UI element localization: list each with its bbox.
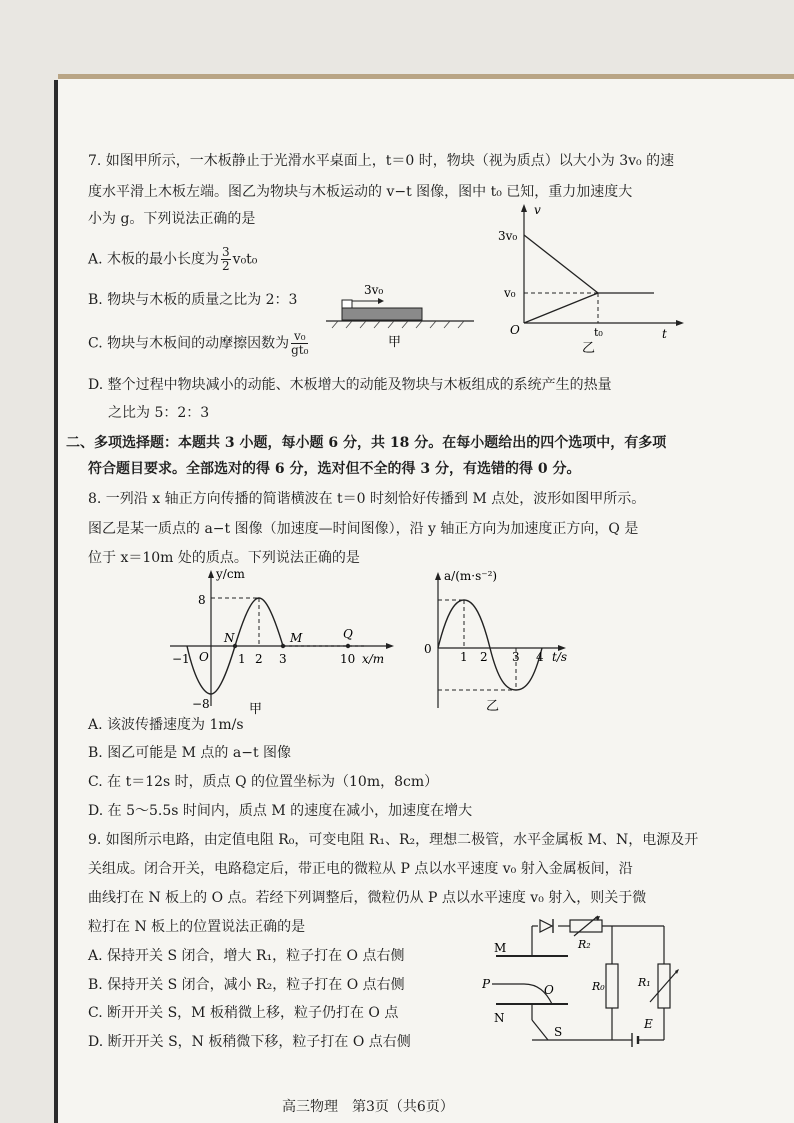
block [342,300,352,308]
y-axis-label: y/cm [216,567,245,581]
tick-3: 3 [512,650,520,664]
q8-option-d[interactable]: D. 在 5～5.5s 时间内，质点 M 的速度在减小，加速度在增大 [88,803,473,819]
q8-option-a[interactable]: A. 该波传播速度为 1m/s [88,717,244,733]
q9-option-c[interactable]: C. 断开开关 S，M 板稍微上移，粒子仍打在 O 点 [88,1005,399,1021]
label-e: E [644,1017,653,1031]
q9-stem-line3: 曲线打在 N 板上的 O 点。若经下列调整后，微粒仍从 P 点以水平速度 v₀ 射入，则关于微 [88,890,647,906]
tick-neg1: −1 [172,652,190,666]
y-axis-arrow [208,570,214,578]
q9-circuit-diagram [482,912,692,1062]
t-axis-label: t [662,327,667,341]
tick-neg8: −8 [192,697,210,711]
t-axis-arrow [676,320,684,326]
origin-zero: 0 [424,642,432,656]
v-axis-arrow [521,204,527,212]
q7-option-d-line2: 之比为 5：2：3 [108,405,210,421]
label-n: N [224,631,235,645]
q7-option-a-fraction: $\frac{3}{2}$ [222,245,230,273]
q7-stem-line2: 度水平滑上木板左端。图乙为物块与木板运动的 v−t 图像，图中 t₀ 已知，重力加速度大 [88,184,633,200]
q9-option-d[interactable]: D. 断开开关 S，N 板稍微下移，粒子打在 O 点右侧 [88,1034,411,1050]
q9-stem-line1: 9. 如图所示电路，由定值电阻 R₀，可变电阻 R₁、R₂，理想二极管，水平金属板 M、N，电源及开 [88,832,699,848]
tick-10: 10 [340,652,356,666]
label-m: M [494,941,507,955]
q8-option-b[interactable]: B. 图乙可能是 M 点的 a−t 图像 [88,745,292,761]
label-m: M [290,631,303,645]
tick-3v0: 3v₀ [498,229,518,243]
point-m [281,644,285,648]
label-n: N [494,1011,505,1025]
q7-figure-jia [326,278,476,348]
t-axis-label: t/s [552,650,568,664]
label-p: P [482,977,491,991]
tick-t0: t₀ [594,326,603,339]
q7-stem-line1: 7. 如图甲所示，一木板静止于光滑水平桌面上，t＝0 时，物块（视为质点）以大小为 3v₀ 的速 [88,153,675,169]
label-s: S [554,1025,563,1039]
diode-icon [540,920,552,932]
q7-option-b[interactable]: B. 物块与木板的质量之比为 2：3 [88,292,298,308]
table-hatching [332,321,464,328]
tick-1: 1 [238,652,246,666]
q7-option-a-text: A. 木板的最小长度为 [88,251,220,268]
label-r2: R₂ [578,938,591,951]
q7-option-d-line1[interactable]: D. 整个过程中物块减小的动能、木板增大的动能及物块与木板组成的系统产生的热量 [88,377,612,393]
figure-yi-label: 乙 [582,341,596,354]
label-r1: R₁ [638,976,651,989]
q9-option-a[interactable]: A. 保持开关 S 闭合，增大 R₁，粒子打在 O 点右侧 [88,948,405,964]
q8-option-c[interactable]: C. 在 t＝12s 时，质点 Q 的位置坐标为（10m，8cm） [88,774,439,790]
origin-label: O [510,323,520,337]
tick-v0: v₀ [504,286,516,300]
velocity-arrowhead [378,298,384,304]
page-footer: 高三物理 第3页（共6页） [282,1099,454,1115]
q7-stem-line3: 小为 g。下列说法正确的是 [88,211,256,227]
acceleration-curve [438,600,542,690]
tick-4: 4 [536,650,544,664]
q8-stem-line1: 8. 一列沿 x 轴正方向传播的简谐横波在 t＝0 时刻恰好传播到 M 点处，波形如图甲所示。 [88,491,646,507]
q8-stem-line2: 图乙是某一质点的 a−t 图像（加速度—时间图像），沿 y 轴正方向为加速度正方向，Q 是 [88,521,639,537]
q7-option-a-suffix: v₀t₀ [232,251,258,268]
label-q: Q [343,627,353,641]
paper-top-edge [58,74,794,79]
block-velocity-line [524,235,598,293]
section2-heading-line2: 符合题目要求。全部选对的得 6 分，选对但不全的得 3 分，有选错的得 0 分。 [88,461,581,477]
section2-heading-line1: 二、多项选择题：本题共 3 小题，每小题 6 分，共 18 分。在每小题给出的四个选项中，有多项 [66,435,667,451]
q9-stem-line2: 关组成。闭合开关，电路稳定后，带正电的微粒从 P 点以水平速度 v₀ 射入金属板间，沿 [88,861,633,877]
figure-jia-label: 甲 [249,702,263,716]
q8-figure-jia-wave [166,566,406,716]
q9-option-b[interactable]: B. 保持开关 S 闭合，减小 R₂，粒子打在 O 点右侧 [88,977,405,993]
a-axis-label: a/(m·s⁻²) [444,569,498,583]
tick-3: 3 [279,652,287,666]
q7-option-a[interactable] [88,246,257,273]
v-axis-label: v [534,203,541,217]
a-axis-arrow [435,572,441,580]
label-o: O [544,983,554,997]
q8-stem-line3: 位于 x＝10m 处的质点。下列说法正确的是 [88,550,360,566]
x-axis-arrow [386,643,394,649]
q8-figure-yi-at-graph [420,568,580,713]
q9-stem-line4: 粒打在 N 板上的位置说法正确的是 [88,919,306,935]
tick-2: 2 [255,652,263,666]
speed-label: 3v₀ [364,283,384,297]
tick-1: 1 [460,650,468,664]
x-axis-label: x/m [362,652,385,666]
board-velocity-line [524,293,598,323]
tick-2: 2 [480,650,488,664]
point-q [346,644,350,648]
label-r0: R₀ [592,980,605,993]
figure-jia-label: 甲 [388,335,402,348]
q7-option-c[interactable] [88,330,310,357]
q7-option-c-fraction: $\frac{\text{v₀}}{\text{gt₀}}$ [291,329,309,357]
origin-o: O [199,650,209,664]
figure-yi-label: 乙 [486,699,500,713]
paper-left-edge [54,80,58,1123]
board [342,308,422,320]
q7-figure-yi-vt-graph [494,198,694,354]
tick-8: 8 [198,593,206,607]
q7-option-c-text: C. 物块与木板间的动摩擦因数为 [88,335,290,352]
